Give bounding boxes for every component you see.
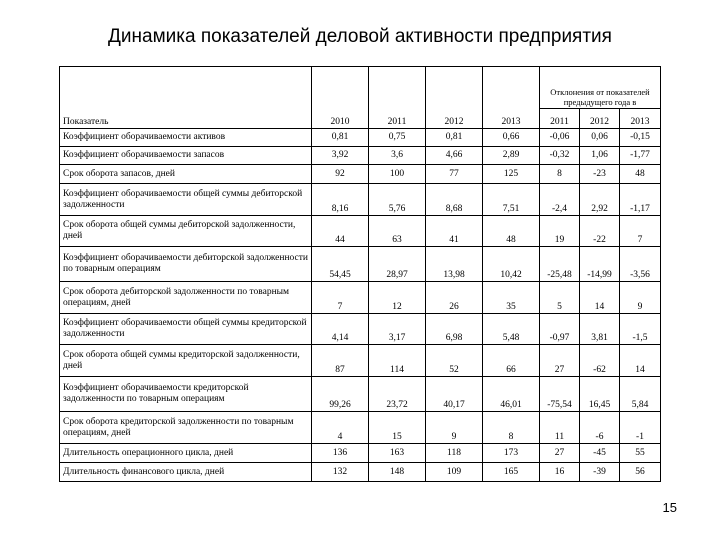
deviation-value: 19 — [540, 216, 580, 247]
deviation-value: 48 — [620, 165, 661, 184]
year-value: 136 — [312, 444, 369, 463]
year-value: 44 — [312, 216, 369, 247]
year-value: 8,68 — [426, 184, 483, 216]
indicator-name: Длительность операционного цикла, дней — [60, 444, 312, 463]
deviation-value: 1,06 — [580, 147, 620, 165]
year-value: 114 — [369, 345, 426, 377]
deviation-value: 56 — [620, 463, 661, 482]
table-row — [60, 184, 661, 216]
indicator-name: Коэффициент оборачиваемости запасов — [60, 147, 312, 165]
year-value: 7,51 — [483, 184, 540, 216]
indicator-name: Срок оборота дебиторской задолженности по товарным операциям, дней — [60, 282, 312, 314]
year-value: 23,72 — [369, 377, 426, 412]
year-value: 4 — [312, 412, 369, 444]
year-value: 165 — [483, 463, 540, 482]
year-value: 2,89 — [483, 147, 540, 165]
deviation-value: 5 — [540, 282, 580, 314]
deviation-value: 7 — [620, 216, 661, 247]
deviation-value: -25,48 — [540, 247, 580, 282]
year-value: 35 — [483, 282, 540, 314]
deviation-value: 3,81 — [580, 314, 620, 345]
indicator-name: Срок оборота запасов, дней — [60, 165, 312, 184]
year-value: 148 — [369, 463, 426, 482]
header-indicator: Показатель — [60, 67, 312, 129]
indicator-name: Коэффициент оборачиваемости кредиторской задолженности по товарным операциям — [60, 377, 312, 412]
indicator-name: Срок оборота общей суммы кредиторской задолженности, дней — [60, 345, 312, 377]
indicator-name: Коэффициент оборачиваемости дебиторской задолженности по товарным операциям — [60, 247, 312, 282]
deviation-value: 14 — [580, 282, 620, 314]
year-value: 92 — [312, 165, 369, 184]
deviation-value: -0,06 — [540, 129, 580, 147]
year-value: 26 — [426, 282, 483, 314]
deviation-value: 11 — [540, 412, 580, 444]
deviation-value: 9 — [620, 282, 661, 314]
year-value: 3,92 — [312, 147, 369, 165]
deviation-value: -62 — [580, 345, 620, 377]
year-value: 40,17 — [426, 377, 483, 412]
year-value: 118 — [426, 444, 483, 463]
year-value: 48 — [483, 216, 540, 247]
indicator-name: Коэффициент оборачиваемости общей суммы дебиторской задолженности — [60, 184, 312, 216]
year-value: 163 — [369, 444, 426, 463]
year-value: 8 — [483, 412, 540, 444]
year-value: 0,75 — [369, 129, 426, 147]
deviation-value: -1,17 — [620, 184, 661, 216]
year-value: 173 — [483, 444, 540, 463]
year-value: 0,81 — [426, 129, 483, 147]
header-year: 2011 — [369, 67, 426, 129]
deviation-value: -1,77 — [620, 147, 661, 165]
slide-title: Динамика показателей деловой активности предприятия — [108, 26, 612, 47]
year-value: 0,81 — [312, 129, 369, 147]
year-value: 3,6 — [369, 147, 426, 165]
year-value: 63 — [369, 216, 426, 247]
deviation-value: 14 — [620, 345, 661, 377]
page-number: 15 — [662, 500, 677, 515]
year-value: 13,98 — [426, 247, 483, 282]
year-value: 87 — [312, 345, 369, 377]
indicator-name: Срок оборота кредиторской задолженности по товарным операциям, дней — [60, 412, 312, 444]
deviation-value: 5,84 — [620, 377, 661, 412]
deviation-value: 27 — [540, 444, 580, 463]
table-row — [60, 345, 661, 377]
deviation-value: 16 — [540, 463, 580, 482]
year-value: 12 — [369, 282, 426, 314]
deviation-value: 0,06 — [580, 129, 620, 147]
deviation-value: -75,54 — [540, 377, 580, 412]
deviation-value: 27 — [540, 345, 580, 377]
year-value: 46,01 — [483, 377, 540, 412]
year-value: 109 — [426, 463, 483, 482]
table-row — [60, 129, 661, 147]
deviation-value: 16,45 — [580, 377, 620, 412]
deviation-value: -14,99 — [580, 247, 620, 282]
deviation-value: -3,56 — [620, 247, 661, 282]
year-value: 15 — [369, 412, 426, 444]
year-value: 9 — [426, 412, 483, 444]
header-deviation-year: 2013 — [620, 109, 661, 129]
table-row — [60, 412, 661, 444]
table-row — [60, 463, 661, 482]
indicator-name: Коэффициент оборачиваемости общей суммы кредиторской задолженности — [60, 314, 312, 345]
year-value: 99,26 — [312, 377, 369, 412]
year-value: 5,76 — [369, 184, 426, 216]
deviation-value: -22 — [580, 216, 620, 247]
year-value: 7 — [312, 282, 369, 314]
header-year: 2010 — [312, 67, 369, 129]
deviation-value: -23 — [580, 165, 620, 184]
year-value: 10,42 — [483, 247, 540, 282]
deviation-value: -45 — [580, 444, 620, 463]
table-row — [60, 165, 661, 184]
table-row — [60, 147, 661, 165]
year-value: 4,66 — [426, 147, 483, 165]
table-row — [60, 247, 661, 282]
year-value: 132 — [312, 463, 369, 482]
year-value: 54,45 — [312, 247, 369, 282]
year-value: 66 — [483, 345, 540, 377]
header-deviation-year: 2011 — [540, 109, 580, 129]
deviation-value: -1 — [620, 412, 661, 444]
year-value: 28,97 — [369, 247, 426, 282]
deviation-value: -2,4 — [540, 184, 580, 216]
year-value: 77 — [426, 165, 483, 184]
table-row — [60, 216, 661, 247]
year-value: 5,48 — [483, 314, 540, 345]
year-value: 8,16 — [312, 184, 369, 216]
table-row — [60, 282, 661, 314]
deviation-value: -0,32 — [540, 147, 580, 165]
deviation-value: -1,5 — [620, 314, 661, 345]
deviation-value: 55 — [620, 444, 661, 463]
indicator-name: Коэффициент оборачиваемости активов — [60, 129, 312, 147]
table-row — [60, 314, 661, 345]
header-deviation-year: 2012 — [580, 109, 620, 129]
activity-indicators-table — [59, 66, 661, 482]
deviation-value: -6 — [580, 412, 620, 444]
year-value: 0,66 — [483, 129, 540, 147]
table-row — [60, 444, 661, 463]
deviation-value: -39 — [580, 463, 620, 482]
table-row — [60, 377, 661, 412]
deviation-value: 8 — [540, 165, 580, 184]
year-value: 41 — [426, 216, 483, 247]
header-year: 2013 — [483, 67, 540, 129]
header-year: 2012 — [426, 67, 483, 129]
header-deviation-group: Отклонения от показателей предыдущего года в — [540, 67, 661, 109]
indicator-name: Срок оборота общей суммы дебиторской задолженности, дней — [60, 216, 312, 247]
year-value: 3,17 — [369, 314, 426, 345]
indicator-name: Длительность финансового цикла, дней — [60, 463, 312, 482]
deviation-value: -0,97 — [540, 314, 580, 345]
year-value: 4,14 — [312, 314, 369, 345]
year-value: 100 — [369, 165, 426, 184]
deviation-value: -0,15 — [620, 129, 661, 147]
year-value: 52 — [426, 345, 483, 377]
year-value: 6,98 — [426, 314, 483, 345]
deviation-value: 2,92 — [580, 184, 620, 216]
year-value: 125 — [483, 165, 540, 184]
